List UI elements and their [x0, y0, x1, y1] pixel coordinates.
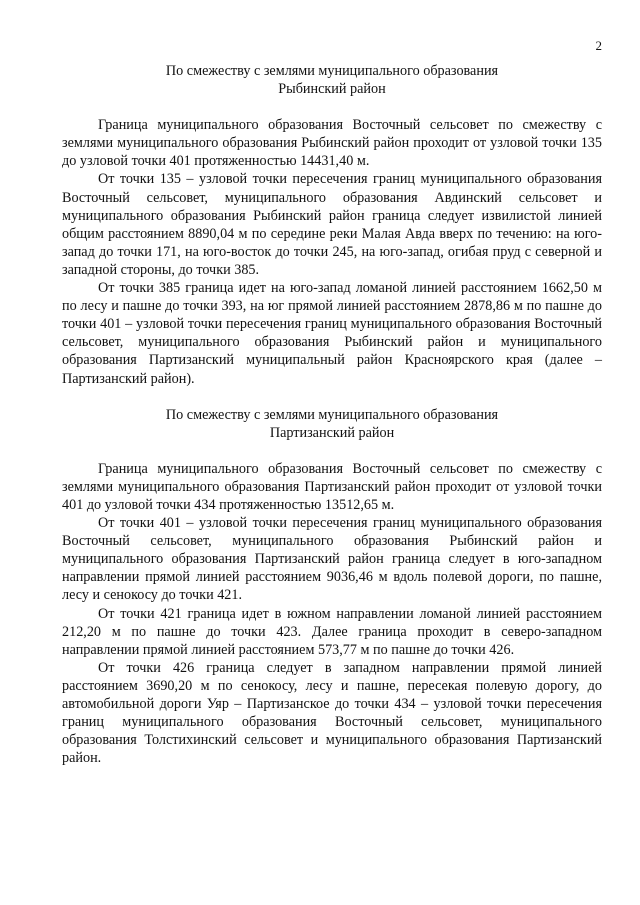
paragraph: От точки 385 граница идет на юго-запад ломаной линией расстоянием 1662,50 м по лесу и пашне до точки 393, на юг прямой линией расстоянием 2878,86 м по пашне до точки 401 – узловой точки пересечения границ муниципального образования Восточный сельсовет, муниципального образования Рыбинский район и муниципального образования Партизанский муниципальный район Красноярского края (далее – Партизанский район). [62, 280, 602, 387]
section-heading-line: По смежеству с землями муниципального образования [165, 406, 499, 423]
paragraph: От точки 426 граница следует в западном направлении прямой линией расстоянием 3690,20 м по сенокосу, лесу и пашне, пересекая полевую дорогу, до автомобильной дороги Уяр – Партизанское до точки 434 – узловой точки пересечения границ муниципального образования Восточный сельсовет, муниципального образования Толстихинский сельсовет и муниципального образования Партизанский район. [62, 659, 602, 767]
section-heading-line: Рыбинский район [278, 81, 386, 98]
paragraph: От точки 401 – узловой точки пересечения границ муниципального образования Восточный сельсовет, муниципального образования Рыбинский район и муниципального образования Партизанский район граница следует в юго-западном направлении прямой линией расстоянием 9036,46 м вдоль полевой дороги, по пашне, лесу и сенокосу до точки 421. [62, 515, 602, 604]
section-partizansky [62, 406, 602, 768]
paragraph: Граница муниципального образования Восточный сельсовет по смежеству с землями муниципального образования Партизанский район проходит от узловой точки 401 до узловой точки 434 протяженностью 13512,65 м. [62, 460, 602, 513]
section-heading-line: Партизанский район [269, 424, 395, 441]
section-heading [62, 406, 602, 442]
paragraph: Граница муниципального образования Восточный сельсовет по смежеству с землями муниципального образования Рыбинский район проходит от узловой точки 135 до узловой точки 401 протяженностью 14431,40 м. [62, 117, 602, 170]
section-paragraphs [62, 460, 602, 768]
section-rybinsky [62, 62, 602, 388]
page-number: 2 [595, 38, 602, 53]
paragraph: От точки 135 – узловой точки пересечения границ муниципального образования Восточный сельсовет, муниципального образования Авдинский сельсовет и муниципального образования Рыбинский район граница следует извилистой линией общим расстоянием 8890,04 м по середине реки Малая Авда вверх по течению: на юго-запад до точки 171, на юго-восток до точки 245, на юго-запад, огибая пруд с северной и западной стороны, до точки 385. [62, 171, 602, 278]
section-heading [62, 62, 602, 98]
document-body [62, 62, 602, 767]
section-heading-line: По смежеству с землями муниципального образования [165, 63, 499, 79]
paragraph: От точки 421 граница идет в южном направлении ломаной линией расстоянием 212,20 м по пашне до точки 423. Далее граница проходит в северо-западном направлении прямой линией расстоянием 573,77 м по пашне до точки 426. [62, 605, 602, 658]
section-paragraphs [62, 116, 602, 387]
